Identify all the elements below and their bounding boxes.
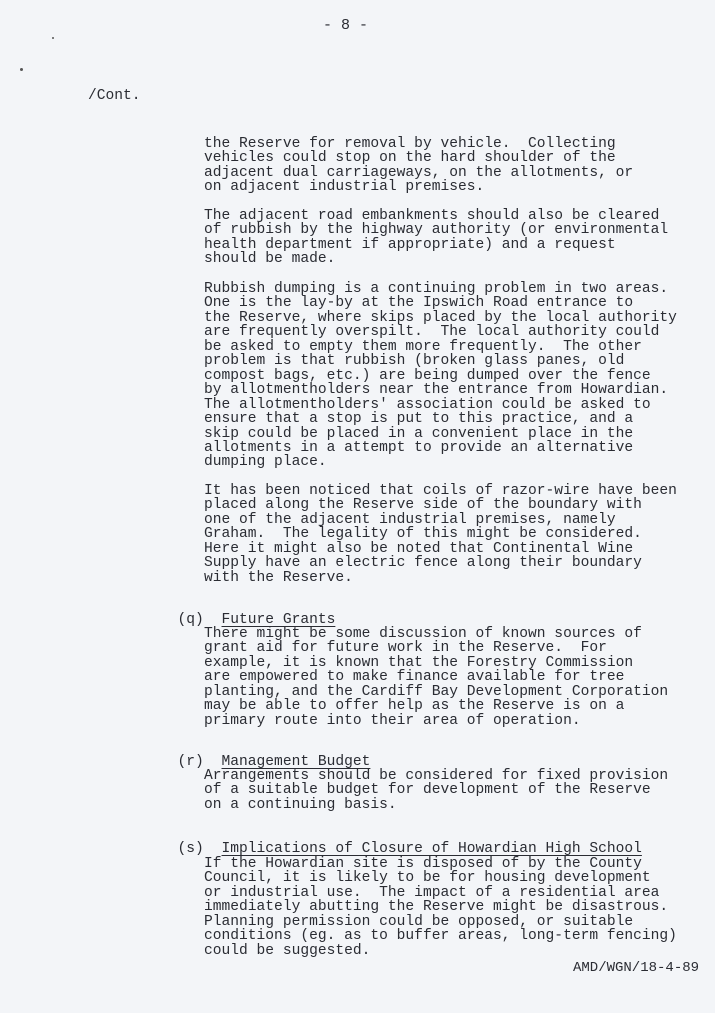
text-line: allotments in a attempt to provide an alternative [204, 439, 634, 456]
section-heading-r [160, 740, 370, 770]
text-line: be asked to empty them more frequently. The other [204, 338, 642, 355]
text-line: If the Howardian site is disposed of by the County [204, 856, 642, 872]
paragraph [204, 209, 668, 267]
text-line: dumping place. [204, 454, 327, 471]
text-line: compost bags, etc.) are being dumped over the fence [204, 367, 651, 384]
section-label: (q) [177, 612, 204, 628]
speck-mark [20, 68, 23, 71]
section-title: Future Grants [221, 612, 336, 628]
text-line: on a continuing basis. [204, 796, 397, 813]
section-title: Management Budget [221, 754, 371, 770]
text-line: It has been noticed that coils of razor-wire have been [204, 483, 677, 499]
text-line: Planning permission could be opposed, or suitable [204, 913, 634, 930]
text-line: conditions (eg. as to buffer areas, long-term fencing) [204, 928, 677, 945]
text-line: One is the lay-by at the Ipswich Road entrance to [204, 295, 634, 312]
text-line: planting, and the Cardiff Bay Development Corporation [204, 683, 669, 700]
text-line: could be suggested. [204, 942, 371, 959]
document-reference: AMD/WGN/18-4-89 [573, 960, 700, 976]
section-label: (s) [177, 841, 204, 857]
text-line: on adjacent industrial premises. [204, 179, 485, 196]
text-line: skip could be placed in a convenient place in the [204, 425, 634, 442]
text-line: of a suitable budget for development of the Reserve [204, 782, 651, 799]
section-label: (r) [177, 754, 204, 770]
speck-mark [52, 37, 54, 39]
text-line: problem is that rubbish (broken glass panes, old [204, 353, 625, 370]
text-line: grant aid for future work in the Reserve. For [204, 640, 607, 657]
text-line: may be able to offer help as the Reserve is on a [204, 698, 625, 715]
text-line: vehicles could stop on the hard shoulder of the [204, 150, 616, 167]
text-line: placed along the Reserve side of the boundary with [204, 497, 642, 514]
text-line: primary route into their area of operation. [204, 712, 581, 729]
text-line: Rubbish dumping is a continuing problem in two areas. [204, 281, 669, 297]
text-line: are frequently overspilt. The local authority could [204, 324, 660, 341]
text-line: the Reserve for removal by vehicle. Collecting [204, 136, 616, 152]
text-line: the Reserve, where skips placed by the local authority [204, 309, 677, 326]
text-line: adjacent dual carriageways, on the allotments, or [204, 164, 634, 181]
continued-marker: /Cont. [88, 88, 141, 104]
section-heading-q [160, 598, 335, 628]
text-line: with the Reserve. [204, 569, 353, 586]
text-line: ensure that a stop is put to this practice, and a [204, 411, 634, 428]
text-line: should be made. [204, 251, 336, 268]
text-line: health department if appropriate) and a request [204, 236, 616, 253]
text-line: Council, it is likely to be for housing development [204, 870, 651, 887]
text-line: by allotmentholders near the entrance from Howardian. [204, 382, 669, 399]
text-line: Here it might also be noted that Continental Wine [204, 540, 634, 557]
text-line: immediately abutting the Reserve might be disastrous. [204, 899, 669, 916]
text-line: one of the adjacent industrial premises, namely [204, 511, 616, 528]
text-line: There might be some discussion of known sources of [204, 626, 642, 642]
text-line: Arrangements should be considered for fixed provision [204, 768, 669, 784]
text-line: The allotmentholders' association could be asked to [204, 396, 651, 413]
text-line: are empowered to make finance available for tree [204, 669, 625, 686]
paragraph [204, 769, 668, 812]
paragraph [204, 484, 677, 585]
text-line: example, it is known that the Forestry Commission [204, 654, 634, 671]
section-title: Implications of Closure of Howardian High School [221, 841, 642, 857]
text-line: Supply have an electric fence along their boundary [204, 555, 642, 572]
paragraph [204, 282, 677, 470]
text-line: Graham. The legality of this might be considered. [204, 526, 642, 543]
paragraph [204, 627, 668, 728]
section-heading-s [160, 827, 642, 857]
page-number: - 8 - [323, 17, 369, 34]
text-line: The adjacent road embankments should also be cleared [204, 208, 660, 224]
text-line: of rubbish by the highway authority (or environmental [204, 222, 669, 239]
paragraph [204, 137, 633, 195]
text-line: or industrial use. The impact of a residential area [204, 884, 660, 901]
paragraph [204, 857, 677, 958]
